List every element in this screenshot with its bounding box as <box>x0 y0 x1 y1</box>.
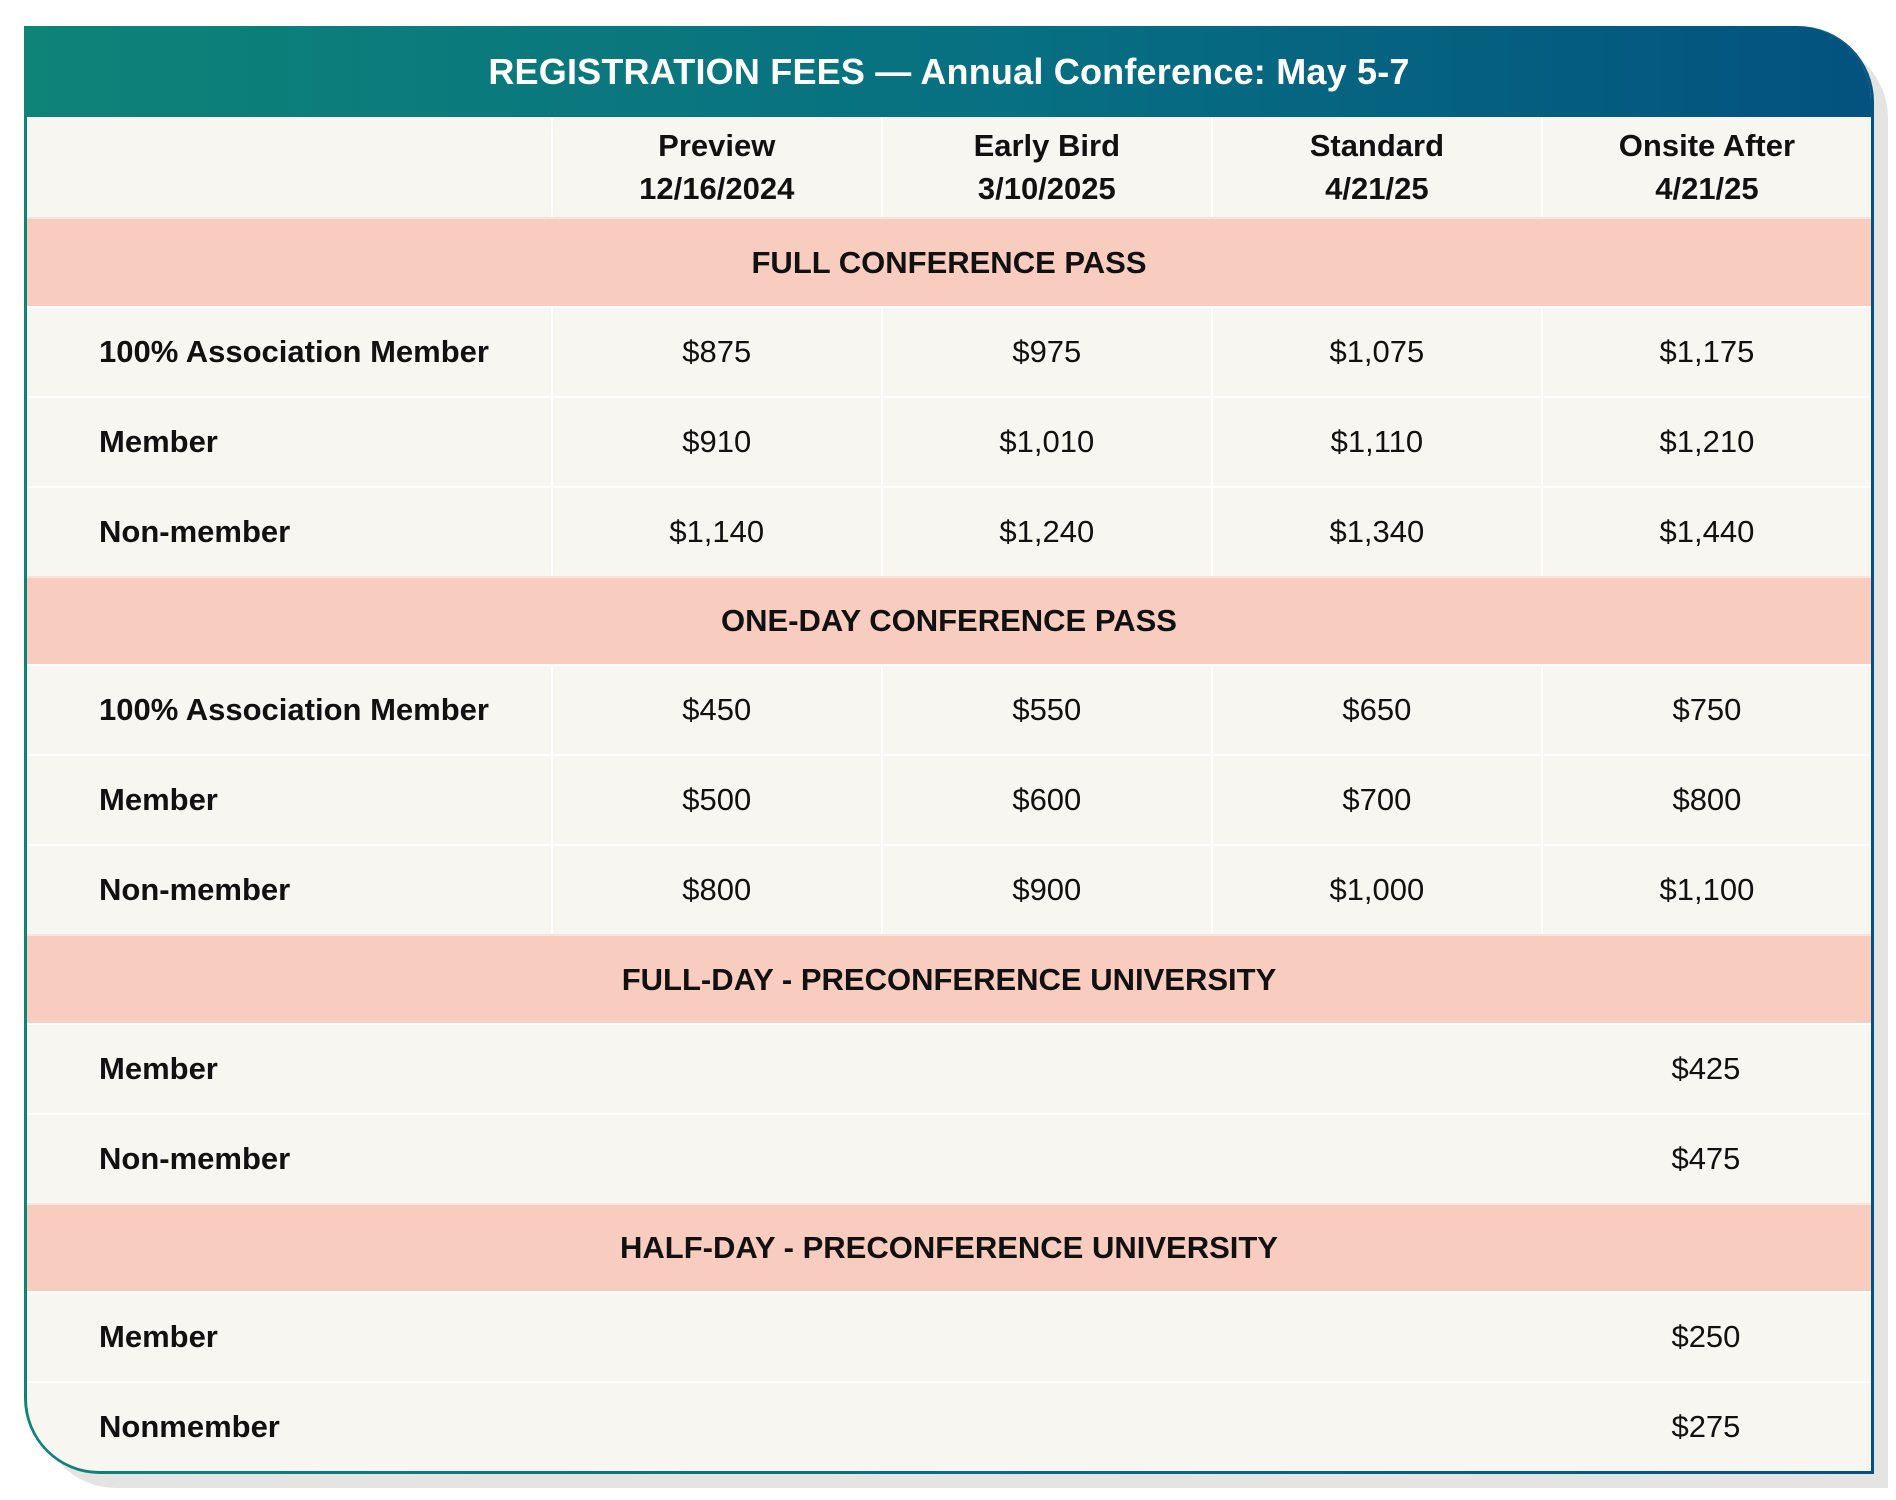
price-cell <box>1211 1293 1541 1381</box>
page-title: REGISTRATION FEES — Annual Conference: May 5-7 <box>488 50 1410 92</box>
price-cell <box>551 1293 881 1381</box>
column-date: 4/21/25 <box>1325 171 1429 206</box>
price-cell: $750 <box>1541 666 1871 754</box>
price-cell: $425 <box>1671 1051 1741 1086</box>
row-label: Member <box>99 1051 218 1086</box>
price-cell: $975 <box>881 308 1211 396</box>
price-cell: $1,100 <box>1541 846 1871 934</box>
price-cell <box>551 1115 881 1203</box>
table-row <box>27 486 1871 576</box>
row-label: Non-member <box>99 514 291 549</box>
table-row <box>27 844 1871 934</box>
table-row <box>27 1291 1871 1381</box>
table-row <box>27 754 1871 844</box>
price-cell: $1,340 <box>1211 488 1541 576</box>
row-label: 100% Association Member <box>99 334 489 369</box>
card-body <box>27 26 1871 1471</box>
row-label: Member <box>99 424 218 459</box>
price-cell: $500 <box>551 756 881 844</box>
price-cell: $1,110 <box>1211 398 1541 486</box>
price-cell: $900 <box>881 846 1211 934</box>
price-cell <box>551 1025 881 1113</box>
table-row <box>27 306 1871 396</box>
price-cell: $1,210 <box>1541 398 1871 486</box>
price-cell: $450 <box>551 666 881 754</box>
price-cell: $875 <box>551 308 881 396</box>
price-cell <box>1211 1025 1541 1113</box>
row-label: Member <box>99 1319 218 1354</box>
column-date: 4/21/25 <box>1655 171 1759 206</box>
column-name: Early Bird <box>973 128 1121 163</box>
section-header-full-conference <box>27 217 1871 306</box>
price-cell <box>881 1383 1211 1471</box>
price-cell: $1,075 <box>1211 308 1541 396</box>
price-cell <box>881 1293 1211 1381</box>
section-header-half-day-preconference <box>27 1203 1871 1291</box>
table-row <box>27 1381 1871 1471</box>
header-corner-cell <box>27 117 551 217</box>
price-cell: $475 <box>1671 1141 1741 1176</box>
row-label: Non-member <box>99 872 291 907</box>
title-bar <box>27 26 1871 117</box>
price-cell: $1,000 <box>1211 846 1541 934</box>
price-cell: $800 <box>551 846 881 934</box>
column-name: Onsite After <box>1618 128 1796 163</box>
table-row <box>27 1023 1871 1113</box>
column-header-row <box>27 117 1871 217</box>
price-cell: $910 <box>551 398 881 486</box>
row-label: Nonmember <box>99 1409 280 1444</box>
row-label: Member <box>99 782 218 817</box>
price-cell: $550 <box>881 666 1211 754</box>
section-title: HALF-DAY - PRECONFERENCE UNIVERSITY <box>620 1230 1278 1265</box>
row-label: Non-member <box>99 1141 291 1176</box>
price-cell: $600 <box>881 756 1211 844</box>
price-cell <box>881 1025 1211 1113</box>
section-title: ONE-DAY CONFERENCE PASS <box>721 603 1177 638</box>
column-name: Standard <box>1309 128 1445 163</box>
table-row <box>27 396 1871 486</box>
section-header-one-day <box>27 576 1871 664</box>
price-cell: $1,140 <box>551 488 881 576</box>
column-header-early-bird <box>881 117 1211 217</box>
price-cell: $1,240 <box>881 488 1211 576</box>
price-cell: $1,010 <box>881 398 1211 486</box>
price-cell: $800 <box>1541 756 1871 844</box>
column-date: 12/16/2024 <box>639 171 795 206</box>
price-cell: $650 <box>1211 666 1541 754</box>
price-cell <box>1211 1115 1541 1203</box>
section-title: FULL CONFERENCE PASS <box>751 244 1147 280</box>
price-cell: $1,175 <box>1541 308 1871 396</box>
registration-fees-card <box>24 26 1874 1474</box>
table-row <box>27 664 1871 754</box>
price-cell <box>551 1383 881 1471</box>
column-header-onsite <box>1541 117 1871 217</box>
price-cell: $1,440 <box>1541 488 1871 576</box>
column-header-preview <box>551 117 881 217</box>
price-cell: $700 <box>1211 756 1541 844</box>
column-name: Preview <box>658 128 776 163</box>
column-header-standard <box>1211 117 1541 217</box>
row-label: 100% Association Member <box>99 692 489 727</box>
price-cell: $275 <box>1671 1409 1741 1444</box>
section-header-full-day-preconference <box>27 934 1871 1023</box>
price-cell <box>1211 1383 1541 1471</box>
table-row <box>27 1113 1871 1203</box>
section-title: FULL-DAY - PRECONFERENCE UNIVERSITY <box>621 961 1277 997</box>
column-date: 3/10/2025 <box>977 171 1116 206</box>
price-cell <box>881 1115 1211 1203</box>
price-cell: $250 <box>1671 1319 1741 1354</box>
